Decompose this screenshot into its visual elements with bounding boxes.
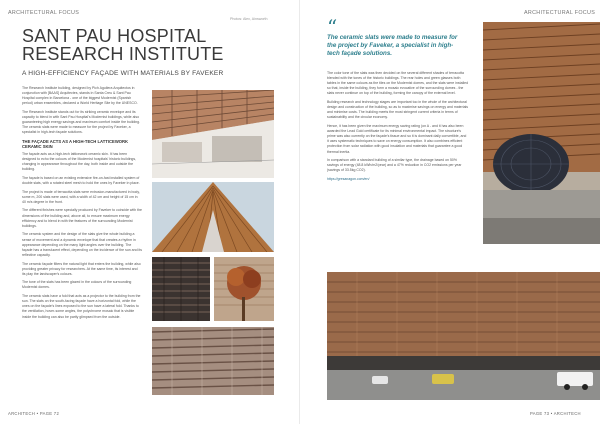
slats-closeup-photo (152, 327, 274, 395)
right-page (300, 0, 600, 424)
body-paragraph: The ceramic façade filters the natural light that enters the building, while also providing greater privacy for researchers. At the same time, its interest and its play the landscaper's colours. (22, 261, 141, 276)
quote-mark: “ (327, 15, 338, 39)
body-paragraph: Building research and technology stages are important too in the whole of the architectural design and construction of the building, so as to maximise savings on energy and materials and minimise costs. The building meets the most stringent current criteria in terms of sustainability and the circular economy. (327, 100, 469, 120)
body-paragraph: Hence, it has been given the maximum energy saving rating (on A - and it has also been awarded the Lead Gold certificate for its minimal environmental impact. The structure's prime was also currently on the façade's tissue and so it is dominant daily convertible, and it uses systematic techniques to save on energy consumption. It also combines efficient protection from solar radiation with good insulation and materials that guarantee a good thermal inertia. (327, 124, 467, 154)
page-footer: ARCHITECH • PAGE 72 (8, 411, 60, 416)
title-line-1: SANT PAU HOSPITAL (22, 26, 207, 46)
section-tag: ARCHITECTURAL FOCUS (524, 10, 596, 16)
body-paragraph: The color tone of the slats was then decided on the several different shades of terracotta blended with the tones of the historic buildings. The rear holes and green glasses both tables in the same colours as the tiles on the Modernist domes, and the slats were installed so that, inside the building, they form a mosaic evocative of the surrounding domes - the slats never continue on top of the building, forming the canopy of the external level. (327, 71, 469, 96)
body-paragraph: The tone of the slats has been glazed in the colours of the surrounding Modernist domes. (22, 280, 132, 290)
photo-credit: Photos: Alex, Ainsworth (230, 17, 268, 21)
body-paragraph: The project is made of terracotta slats were extrusion-manufactured in body, some m, 200 slats were used, with a width of 42 cm and height of 15 cm in 40 m/s degree in the front. (22, 189, 140, 204)
body-paragraph: The façade acts as a high-tech latticework ceramic skin. It has been designed to echo the colours of the Modernist hospitals' historic buildings, changing in appearance throughout the day, both inside and outside the building. (22, 151, 137, 172)
body-paragraph: In comparison with a standard building of a similar type, the drainage based on 50% savings of energy (48.8 kWh/m2/year) and a 47% reduction in CO2 emissions per year (savings of 33.5kg CO2). (327, 158, 462, 173)
slats-photo (152, 257, 210, 321)
pull-quote: The ceramic slats were made to measure for the project by Faveker, a specialist in high-tech façade solutions. (327, 34, 458, 58)
body-paragraph: The Research Institute building, designed by Pich Aguilera Arquitectos in conjunction with [BAAS] Arquitectes, stands in Santa Creu & Sant Pau Hospital complex in Barcelona - one of the biggest Modernist (Spanish period) urban ensembles, declared a World Heritage Site by the UNESCO. (22, 86, 138, 106)
atrium-photo (152, 90, 274, 178)
title-line-2: RESEARCH INSTITUTE (22, 44, 224, 64)
tree-photo (214, 257, 274, 321)
section-tag: ARCHITECTURAL FOCUS (8, 10, 80, 16)
body-paragraph: The ceramic system and the design of the slats give the whole building a sense of movement and a dynamic envelope that that creates a rhythm in appearance depending on the many light angles over the building. The façade has a translucent effect, depending on the incidence of the sun and its reflective capacity. (22, 232, 142, 257)
body-paragraph: The ceramic slats have a fold that acts as a projector to the building from the sun. The slats on the south-facing façade have a horizontal fold, while the ones on the façade's lines exposed to the sun have a lateral fold. Thanks to the ventilation, hover-some angles, the polychrome mosaic that is visible inside the building can also be partly glimpsed from the outside. (22, 294, 141, 319)
page-footer: PAGE 73 • ARCHITECH (530, 411, 581, 416)
right-body-column (327, 71, 469, 186)
article-title (22, 27, 252, 63)
roof-photo (152, 182, 274, 252)
street-view-photo (327, 272, 600, 400)
article-subtitle: A HIGH-EFFICIENCY FAÇADE WITH MATERIALS BY FAVEKER (22, 70, 224, 77)
building-dome-photo (483, 22, 600, 244)
body-paragraph: The façade is based on an existing extensive fire-on-fast installed system of double slats, with a rotated steel mesh to hold the ones by Faveker in place. (22, 175, 140, 185)
body-paragraph: The Research Institute stands out for its striking ceramic envelope and its capacity to blend in with Sant Pau Hospital's Modernist buildings, while also guaranteeing high energy savings and maximum comfort inside the building. The ceramic slats were made to measure for the project by Faveker, a specialist in high-tech façade solutions. (22, 109, 141, 135)
website-link[interactable]: https://gresanagon.com/en/ (327, 177, 370, 182)
section-heading: THE FAÇADE ACTS AS A HIGH-TECH LATTICEWORK CERAMIC SKIN (22, 139, 129, 150)
body-paragraph: The different finishes were specially produced by Faveker to coincide with the dimensions of the building and, above all, to ensure maximum energy efficiency and to blend in with the features of the surrounding Modernist buildings. (22, 208, 142, 228)
left-body-column (22, 86, 142, 323)
